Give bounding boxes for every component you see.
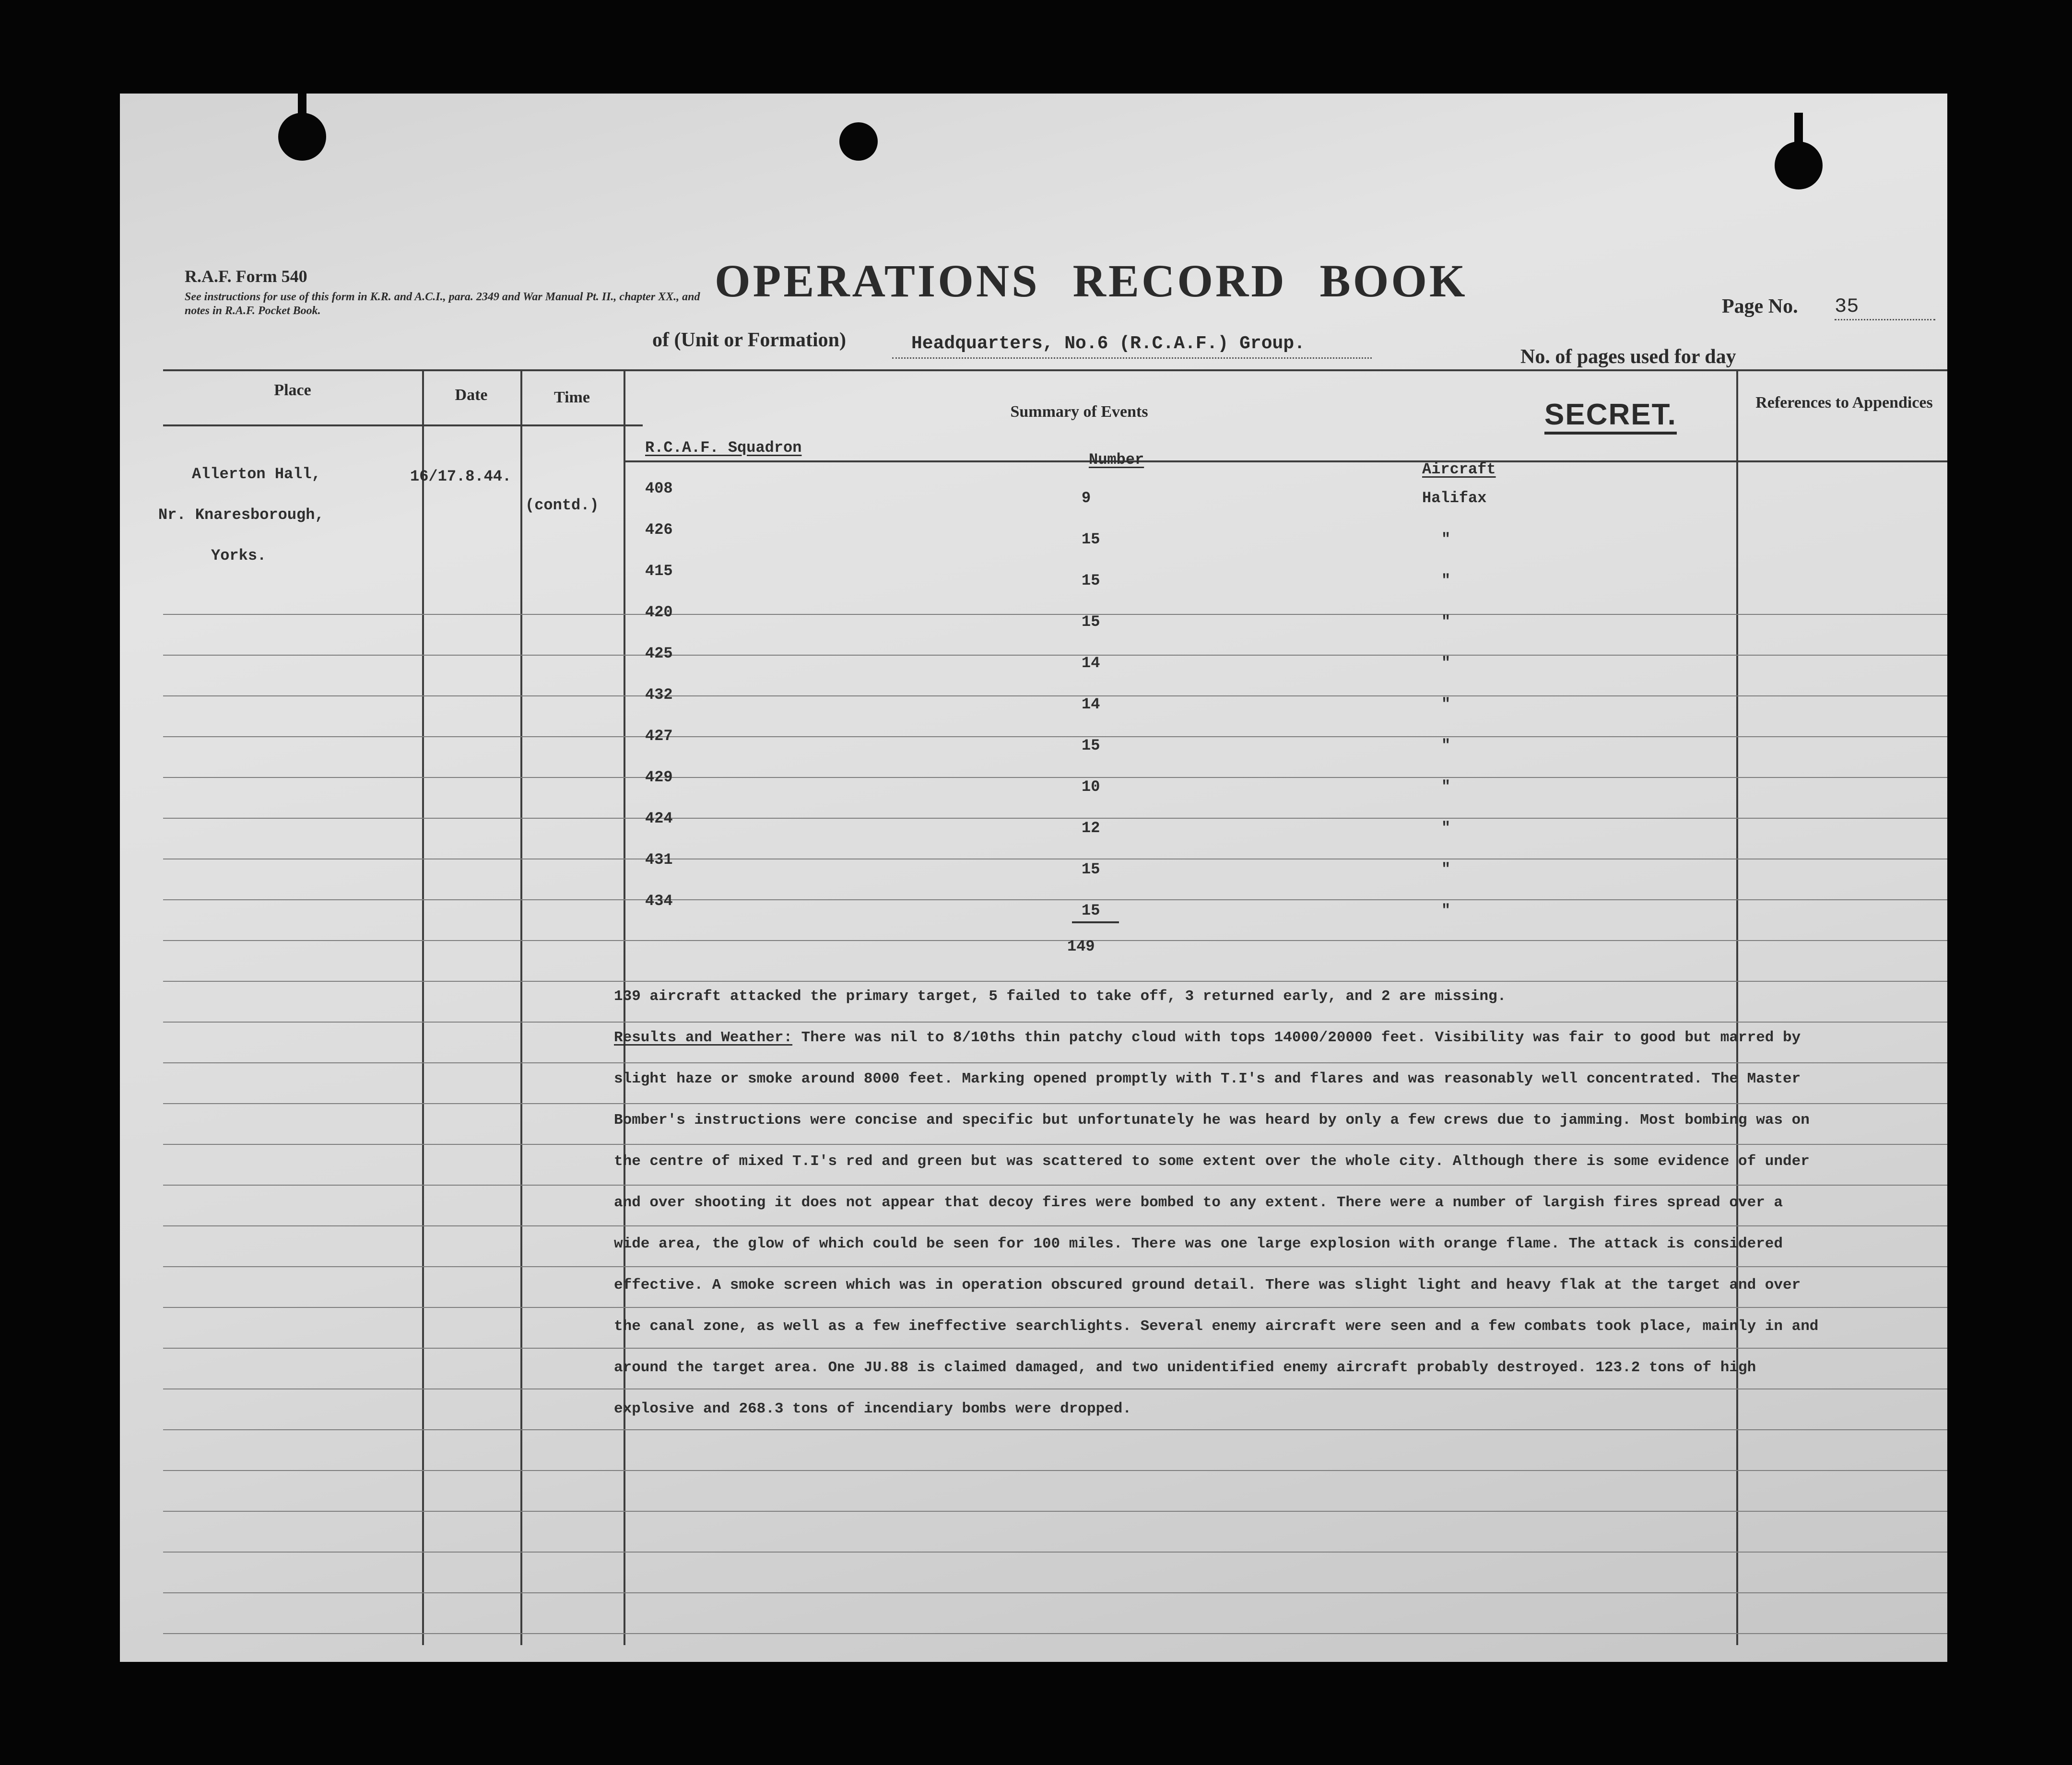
squadron-row-number: 10 [1082,778,1100,796]
place-line-1: Allerton Hall, [192,465,321,483]
squadron-row-number: 15 [1082,613,1100,631]
secret-stamp: SECRET. [1544,398,1677,435]
attack-summary: 139 aircraft attacked the primary target, 5 failed to take off, 3 returned early, and 2 are missing. [614,988,1507,1005]
squadron-row-squadron: 426 [645,521,673,539]
unit-underline [892,357,1372,359]
column-header-date: Date [455,386,488,404]
squadron-row-number: 9 [1082,489,1091,507]
ruled-line [163,1552,1947,1553]
squadron-row-squadron: 429 [645,768,673,786]
squadron-row-aircraft: " [1441,572,1451,589]
ruled-line [163,818,1947,819]
squadron-row-aircraft: " [1441,654,1451,672]
column-header-time: Time [554,388,590,406]
ruled-line [163,1592,1947,1593]
page-number-label: Page No. [1722,295,1798,318]
aircraft-header: Aircraft [1422,460,1496,478]
squadron-row-aircraft: " [1441,819,1451,837]
squadron-row-squadron: 434 [645,892,673,910]
record-sheet [120,94,1947,1662]
ruled-line [163,655,1947,656]
page-number-value: 35 [1835,295,1859,318]
header-bottom-border-left [163,424,643,426]
results-text: There was nil to 8/10ths thin patchy cloud with tops 14000/20000 feet. Visibility was fair to good but marred by slight haze or smoke around 8000 feet. Marking opened promptly with T.I's and flares and was reasonably well concentrated. The Master Bomber's instructions were concise and specific but unfortunately he was heard by only a few crews due to jamming. Most bombing was on the centre of mixed T.I's red and green but was scattered to some extent over the whole city. Although there is some evidence of under and over shooting it does not appear that decoy fires were bombed to any extent. There were a number of largish fires spread over a wide area, the glow of which could be seen for 100 miles. There was one large explosion with orange flame. The attack is considered effective. A smoke screen which was in operation obscured ground detail. There was slight light and heavy flak at the target and over the canal zone, as well as a few ineffective searchlights. Several enemy aircraft were seen and a few combats took place, mainly in and around the target area. One JU.88 is claimed damaged, and two unidentified enemy aircraft probably destroyed. 123.2 tons of high explosive and 268.3 tons of incendiary bombs were dropped. [614,1029,1819,1417]
squadron-row-number: 14 [1082,695,1100,713]
table-top-border [163,369,1947,371]
ruled-line [163,736,1947,737]
entry-date: 16/17.8.44. [410,468,512,485]
summary-text [614,976,1823,1430]
squadron-row-aircraft: " [1441,613,1451,631]
squadron-row-squadron: 427 [645,727,673,745]
ruled-line [163,1511,1947,1512]
ruled-line [163,777,1947,778]
squadron-row-squadron: 424 [645,810,673,827]
page-title: OPERATIONS RECORD BOOK [715,255,1468,306]
squadron-row-aircraft: Halifax [1422,489,1487,507]
ruled-line [163,614,1947,615]
squadron-row-aircraft: " [1441,902,1451,919]
squadron-row-aircraft: " [1441,860,1451,878]
squadron-row-number: 15 [1082,737,1100,754]
entry-time-contd: (contd.) [525,496,599,514]
binder-hole-right-tab [1794,113,1803,156]
binder-hole-center [839,122,878,161]
squadron-header: R.C.A.F. Squadron [645,439,802,457]
place-line-3: Yorks. [211,547,267,565]
squadron-row-number: 15 [1082,572,1100,589]
ruled-line [163,1633,1947,1634]
squadron-row-number: 14 [1082,654,1100,672]
place-line-2: Nr. Knaresborough, [158,506,324,524]
squadron-row-number: 15 [1082,860,1100,878]
form-instructions: See instructions for use of this form in K.R. and A.C.I., para. 2349 and War Manual Pt. II., chapter XX., and notes in R.A.F. Pocket Book. [185,291,700,317]
squadron-row-squadron: 432 [645,686,673,704]
results-paragraph [614,1017,1823,1430]
squadron-row-number: 15 [1072,902,1119,923]
binder-hole-left-tab [298,94,306,122]
ruled-line [163,899,1947,900]
ruled-line [163,695,1947,696]
unit-value: Headquarters, No.6 (R.C.A.F.) Group. [911,333,1305,354]
column-header-place: Place [274,381,311,399]
squadron-row-squadron: 415 [645,562,673,580]
squadron-row-squadron: 420 [645,603,673,621]
squadron-row-aircraft: " [1441,778,1451,796]
squadron-row-aircraft: " [1441,530,1451,548]
number-header: Number [1089,451,1144,469]
squadron-row-number: 15 [1082,530,1100,548]
ruled-line [163,940,1947,941]
squadron-row-squadron: 425 [645,645,673,662]
squadron-total: 149 [1067,938,1095,955]
squadron-row-aircraft: " [1441,737,1451,754]
squadron-row-squadron: 431 [645,851,673,869]
squadron-row-squadron: 408 [645,480,673,497]
column-divider-date-time [520,369,522,1645]
pages-used-label: No. of pages used for day [1520,346,1736,368]
form-id: R.A.F. Form 540 [185,267,307,286]
page-number-underline [1835,319,1935,320]
ruled-line [163,1470,1947,1471]
results-heading: Results and Weather: [614,1029,793,1046]
squadron-row-number: 12 [1082,819,1100,837]
header-bottom-border-right [624,460,1947,462]
unit-label: of (Unit or Formation) [652,329,846,351]
squadron-row-aircraft: " [1441,695,1451,713]
column-header-references: References to Appendices [1755,394,1933,412]
column-header-summary: Summary of Events [1010,403,1148,421]
column-divider-place-date [422,369,424,1645]
